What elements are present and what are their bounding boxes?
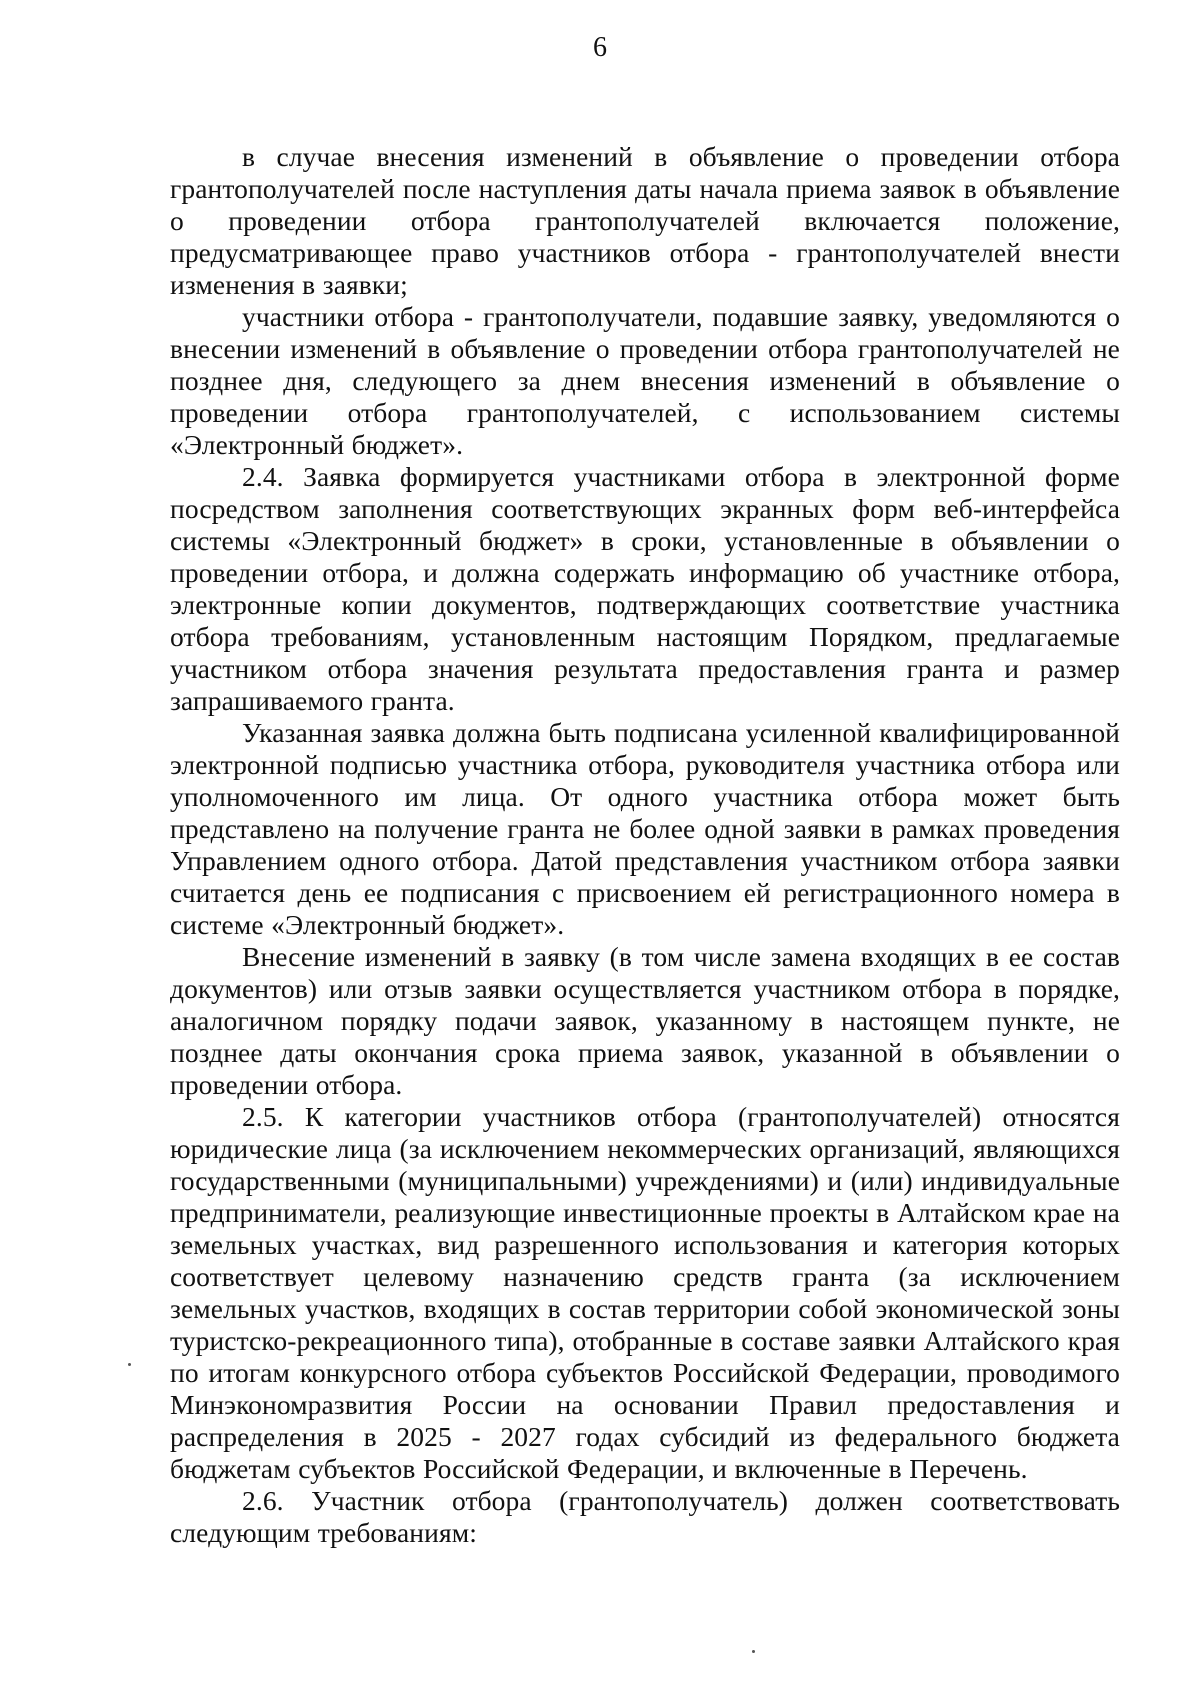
- paragraph-2-6-requirements: 2.6. Участник отбора (грантополучатель) должен соответствовать следующим требованиям:: [170, 1485, 1120, 1548]
- paragraph-application-changes: Внесение изменений в заявку (в том числе замена входящих в ее состав документов) или отзыв заявки осуществляется участником отбора в порядке, аналогичном порядку подачи заявок, указанному в настоящем пункте, не позднее даты окончания срока приема заявок, указанной в объявлении о проведении отбора.: [170, 941, 1120, 1100]
- scan-speck-bottom: [752, 1650, 755, 1653]
- paragraph-2-4-application-form: 2.4. Заявка формируется участниками отбора в электронной форме посредством заполнения соответствующих экранных форм веб-интерфейса системы «Электронный бюджет» в сроки, установленные в объявлении о проведении отбора, и должна содержать информацию об участнике отбора, электронные копии документов, подтверждающих соответствие участника отбора требованиям, установленным настоящим Порядком, предлагаемые участником отбора значения результата предоставления гранта и размер запрашиваемого гранта.: [170, 461, 1120, 716]
- paragraph-2-5-participant-category: 2.5. К категории участников отбора (грантополучателей) относятся юридические лица (за исключением некоммерческих организаций, являющихся государственными (муниципальными) учреждениями) и (или) индивидуальные предприниматели, реализующие инвестиционные проекты в Алтайском крае на земельных участках, вид разрешенного использования и категория которых соответствует целевому назначению средств гранта (за исключением земельных участков, входящих в состав территории собой экономической зоны туристско-рекреационного типа), отобранные в составе заявки Алтайского края по итогам конкурсного отбора субъектов Российской Федерации, проводимого Минэкономразвития России на основании Правил предоставления и распределения в 2025 - 2027 годах субсидий из федерального бюджета бюджетам субъектов Российской Федерации, и включенные в Перечень.: [170, 1101, 1120, 1484]
- page-number: 6: [593, 32, 607, 63]
- paragraph-changes-to-announcement: в случае внесения изменений в объявление о проведении отбора грантополучателей после наступления даты начала приема заявок в объявление о проведении отбора грантополучателей включается положение, предусматривающее право участников отбора - грантополучателей внести изменения в заявки;: [170, 141, 1120, 300]
- paragraph-participant-notification: участники отбора - грантополучатели, подавшие заявку, уведомляются о внесении изменений в объявление о проведении отбора грантополучателей не позднее дня, следующего за днем внесения изменений в объявление о проведении отбора грантополучателей, с использованием системы «Электронный бюджет».: [170, 301, 1120, 460]
- paragraph-application-signature: Указанная заявка должна быть подписана усиленной квалифицированной электронной подписью участника отбора, руководителя участника отбора или уполномоченного им лица. От одного участника отбора может быть представлено на получение гранта не более одной заявки в рамках проведения Управлением одного отбора. Датой представления участником отбора заявки считается день ее подписания с присвоением ей регистрационного номера в системе «Электронный бюджет».: [170, 717, 1120, 940]
- document-body: [170, 141, 1120, 1549]
- scan-speck-left: [128, 1363, 131, 1366]
